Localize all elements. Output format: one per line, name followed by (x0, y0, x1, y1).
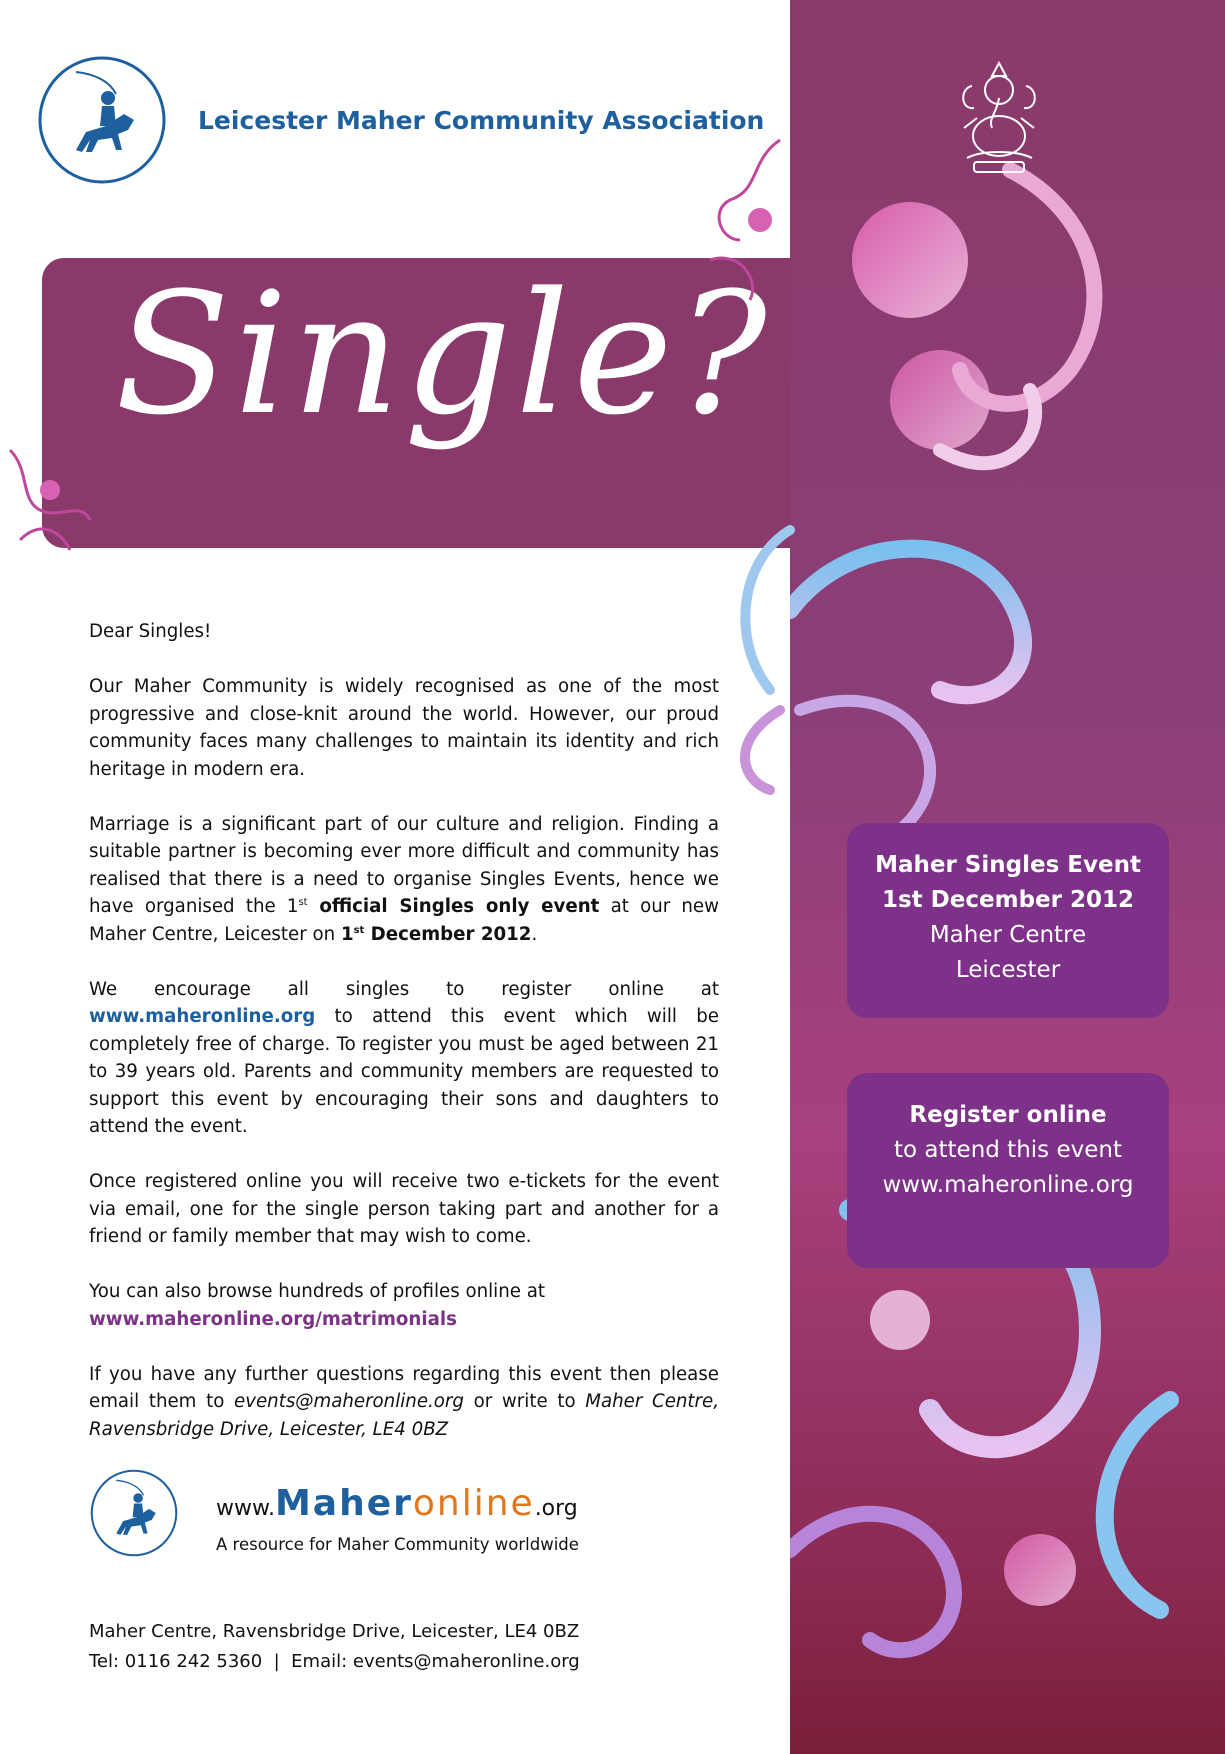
paragraph-text: . (531, 923, 538, 945)
site-suffix: .org (534, 1496, 578, 1521)
organization-name: Leicester Maher Community Association (198, 106, 765, 135)
letter-paragraph-5 (89, 1278, 719, 1333)
footer-contact (89, 1617, 580, 1677)
postal-address: Maher Centre, Ravensbridge Drive, Leicester, LE4 0BZ (89, 1391, 720, 1440)
register-heading: Register online (909, 1102, 1107, 1128)
ganesha-icon (952, 58, 1047, 178)
letter-paragraph-6 (89, 1361, 719, 1444)
date-day: 1 (340, 923, 354, 945)
horse-rider-logo-icon (36, 54, 168, 186)
floral-swirl-icon (0, 430, 110, 560)
register-box (847, 1073, 1169, 1268)
site-name-online: online (412, 1483, 535, 1524)
bold-date (341, 924, 532, 945)
site-name-maher: Maher (274, 1483, 413, 1524)
horse-rider-logo-icon (89, 1468, 179, 1558)
event-date: 1st December 2012 (881, 887, 1134, 913)
paragraph-text: or write to (463, 1391, 586, 1412)
footer-tagline: A resource for Maher Community worldwide (216, 1535, 579, 1554)
paragraph-text: at our new Maher Centre, Leicester on (89, 896, 720, 945)
event-city: Leicester (955, 957, 1061, 983)
letter-greeting: Dear Singles! (89, 621, 212, 642)
paragraph-text: We encourage all singles to register online at (89, 978, 719, 1000)
event-name: Maher Singles Event (875, 852, 1141, 878)
letter-paragraph-4: Once registered online you will receive two e-tickets for the event via email, one for the single person taking part and another for a friend or family member that may wish to come. (89, 1171, 719, 1247)
letter-paragraph-1: Our Maher Community is widely recognised as one of the most progressive and close-knit around the world. However, our proud community faces many challenges to maintain its identity and rich heritage in modern era. (89, 676, 719, 780)
site-prefix: www. (216, 1496, 275, 1521)
paragraph-text: You can also browse hundreds of profiles online at (89, 1281, 545, 1302)
letter-body (89, 618, 719, 1471)
floral-swirl-icon (690, 130, 810, 310)
footer-address: Maher Centre, Ravensbridge Drive, Leicester, LE4 0BZ (89, 1621, 580, 1642)
register-link[interactable]: www.maheronline.org (882, 1172, 1134, 1198)
page-title: Single? (115, 256, 771, 452)
email-link[interactable]: events@maheronline.org (234, 1391, 464, 1412)
bold-text: official Singles only event (307, 896, 600, 917)
paragraph-text: If you have any further questions regarding this event then please email them to (89, 1363, 719, 1412)
matrimonials-link[interactable]: www.maheronline.org/matrimonials (89, 1308, 457, 1330)
website-link[interactable]: www.maheronline.org (89, 1006, 316, 1027)
date-rest: December 2012 (364, 923, 532, 945)
superscript: st (298, 896, 308, 908)
footer-phone-email: Tel: 0116 242 5360 | Email: events@maheronline.org (89, 1651, 580, 1672)
paragraph-text: Marriage is a significant part of our culture and religion. Finding a suitable partner is becoming ever more difficult and community has realised that there is a need to organise Singles Events, hence we have organised the 1 (89, 813, 719, 917)
event-venue: Maher Centre (929, 922, 1087, 948)
register-subtext: to attend this event (894, 1137, 1122, 1163)
letter-paragraph-3 (89, 976, 719, 1141)
footer-website[interactable] (216, 1483, 578, 1524)
paragraph-text: to attend this event which will be completely free of charge. To register you must be aged between 21 to 39 years old. Parents and community members are requested to support this event by encouraging their sons and daughters to attend the event. (89, 1006, 719, 1137)
event-info-box (847, 823, 1169, 1018)
superscript: st (353, 924, 365, 936)
letter-paragraph-2 (89, 811, 719, 949)
